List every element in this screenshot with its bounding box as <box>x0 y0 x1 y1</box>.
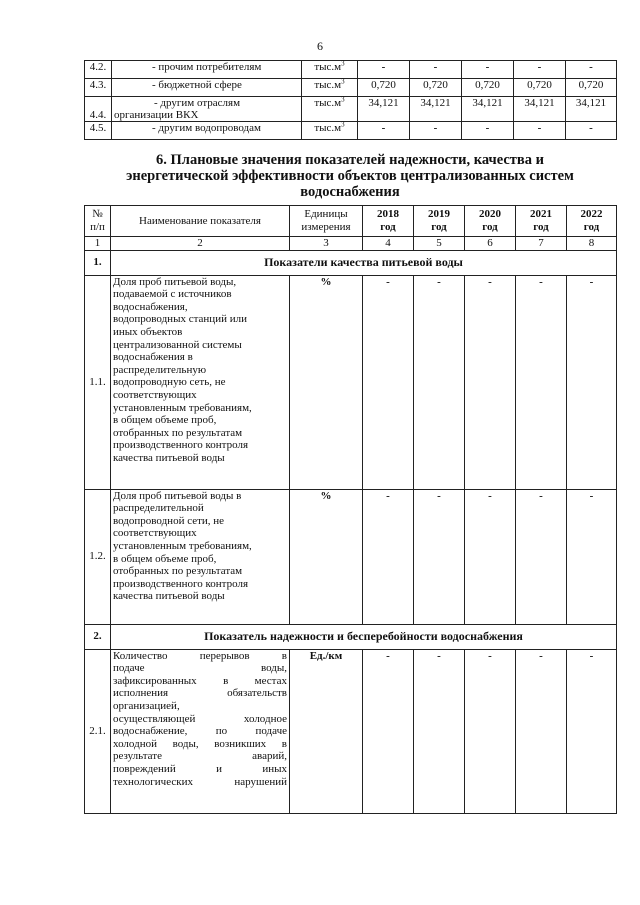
column-number: 2 <box>111 237 290 251</box>
top-table <box>84 60 617 140</box>
value-cell: - <box>410 61 462 79</box>
value-cell: - <box>516 649 567 813</box>
header-unit: Единицы измерения <box>290 206 363 237</box>
indicator-unit: % <box>290 275 363 489</box>
column-number: 4 <box>363 237 414 251</box>
value-cell: - <box>363 275 414 489</box>
value-cell: - <box>514 122 566 140</box>
value-cell: - <box>516 275 567 489</box>
header-year: 2020 год <box>465 206 516 237</box>
value-cell: - <box>566 61 617 79</box>
column-number: 3 <box>290 237 363 251</box>
indicator-unit: % <box>290 489 363 624</box>
indicator-name: Доля проб питьевой воды, подаваемой с источников водоснабжения, водопроводных станций или иных объектов централизованной системы водоснабжения в распределительную водопроводную сеть, не соответствующих установленным требованиям, в общем объеме проб, отобранных по результатам производственного контроля качества питьевой воды <box>111 275 290 489</box>
row-name <box>112 97 302 122</box>
row-number: 4.4. <box>85 97 112 122</box>
row-name-line: - другим отраслям <box>154 97 241 109</box>
value-cell: 34,121 <box>410 97 462 122</box>
section-number: 1. <box>85 250 111 275</box>
header-name: Наименование показателя <box>111 206 290 237</box>
indicator-name: Количество перерывов в подаче воды, зафиксированных в местах исполнения обязательств организацией, осуществляющей холодное водоснабжение, по подаче холодной воды, возникших в результате аварий, повреждений и иных технологических нарушений <box>111 649 290 813</box>
value-cell: 34,121 <box>462 97 514 122</box>
row-unit: $тыс.м^3$ <box>302 79 358 97</box>
value-cell: - <box>414 489 465 624</box>
row-number: 1.1. <box>85 275 111 489</box>
table-row <box>85 61 617 79</box>
value-cell: 0,720 <box>514 79 566 97</box>
value-cell: - <box>358 122 410 140</box>
column-number: 5 <box>414 237 465 251</box>
value-cell: - <box>567 275 617 489</box>
table-row <box>85 489 617 624</box>
column-number: 7 <box>516 237 567 251</box>
section-heading-line: энергетической эффективности объектов централизованных систем <box>126 168 574 184</box>
indicators-table <box>84 205 617 814</box>
section-title: Показатель надежности и бесперебойности водоснабжения <box>111 624 617 649</box>
value-cell: 0,720 <box>566 79 617 97</box>
row-unit: $тыс.м^3$ <box>302 61 358 79</box>
value-cell: - <box>465 649 516 813</box>
row-name: - другим водопроводам <box>112 122 302 140</box>
value-cell: - <box>414 275 465 489</box>
value-cell: - <box>516 489 567 624</box>
row-number: 4.3. <box>85 79 112 97</box>
value-cell: - <box>358 61 410 79</box>
table-row <box>85 122 617 140</box>
section-title: Показатели качества питьевой воды <box>111 250 617 275</box>
row-number: 2.1. <box>85 649 111 813</box>
value-cell: - <box>363 489 414 624</box>
row-unit: $тыс.м^3$ <box>302 97 358 122</box>
column-number: 8 <box>567 237 617 251</box>
row-unit: $тыс.м^3$ <box>302 122 358 140</box>
row-name-line: организации ВКХ <box>114 109 199 121</box>
value-cell: 34,121 <box>358 97 410 122</box>
value-cell: - <box>414 649 465 813</box>
value-cell: - <box>462 61 514 79</box>
indicator-unit: Ед./км <box>290 649 363 813</box>
column-number-row <box>85 237 617 251</box>
value-cell: 34,121 <box>566 97 617 122</box>
value-cell: 0,720 <box>358 79 410 97</box>
value-cell: - <box>567 489 617 624</box>
table-row <box>85 97 617 122</box>
row-number: 4.5. <box>85 122 112 140</box>
header-year: 2018 год <box>363 206 414 237</box>
header-year: 2019 год <box>414 206 465 237</box>
section-heading-line: 6. Плановые значения показателей надежности, качества и <box>156 152 544 168</box>
table-row <box>85 275 617 489</box>
indicator-name: Доля проб питьевой воды в распределительной водопроводной сети, не соответствующих установленным требованиям, в общем объеме проб, отобранных по результатам производственного контроля качества питьевой воды <box>111 489 290 624</box>
section-row <box>85 624 617 649</box>
row-name: - бюджетной сфере <box>112 79 302 97</box>
value-cell: 34,121 <box>514 97 566 122</box>
value-cell: 0,720 <box>410 79 462 97</box>
table-row <box>85 79 617 97</box>
row-number: 4.2. <box>85 61 112 79</box>
section-row <box>85 250 617 275</box>
value-cell: - <box>566 122 617 140</box>
header-num: № п/п <box>85 206 111 237</box>
page-number: 6 <box>317 39 323 53</box>
header-row <box>85 206 617 237</box>
value-cell: - <box>462 122 514 140</box>
row-name: - прочим потребителям <box>112 61 302 79</box>
value-cell: - <box>465 489 516 624</box>
value-cell: - <box>410 122 462 140</box>
column-number: 1 <box>85 237 111 251</box>
value-cell: - <box>514 61 566 79</box>
value-cell: - <box>465 275 516 489</box>
section-number: 2. <box>85 624 111 649</box>
row-number: 1.2. <box>85 489 111 624</box>
section-heading-line: водоснабжения <box>300 184 400 200</box>
header-year: 2021 год <box>516 206 567 237</box>
table-row <box>85 649 617 813</box>
value-cell: 0,720 <box>462 79 514 97</box>
header-year: 2022 год <box>567 206 617 237</box>
section-heading <box>84 152 616 200</box>
column-number: 6 <box>465 237 516 251</box>
value-cell: - <box>363 649 414 813</box>
value-cell: - <box>567 649 617 813</box>
